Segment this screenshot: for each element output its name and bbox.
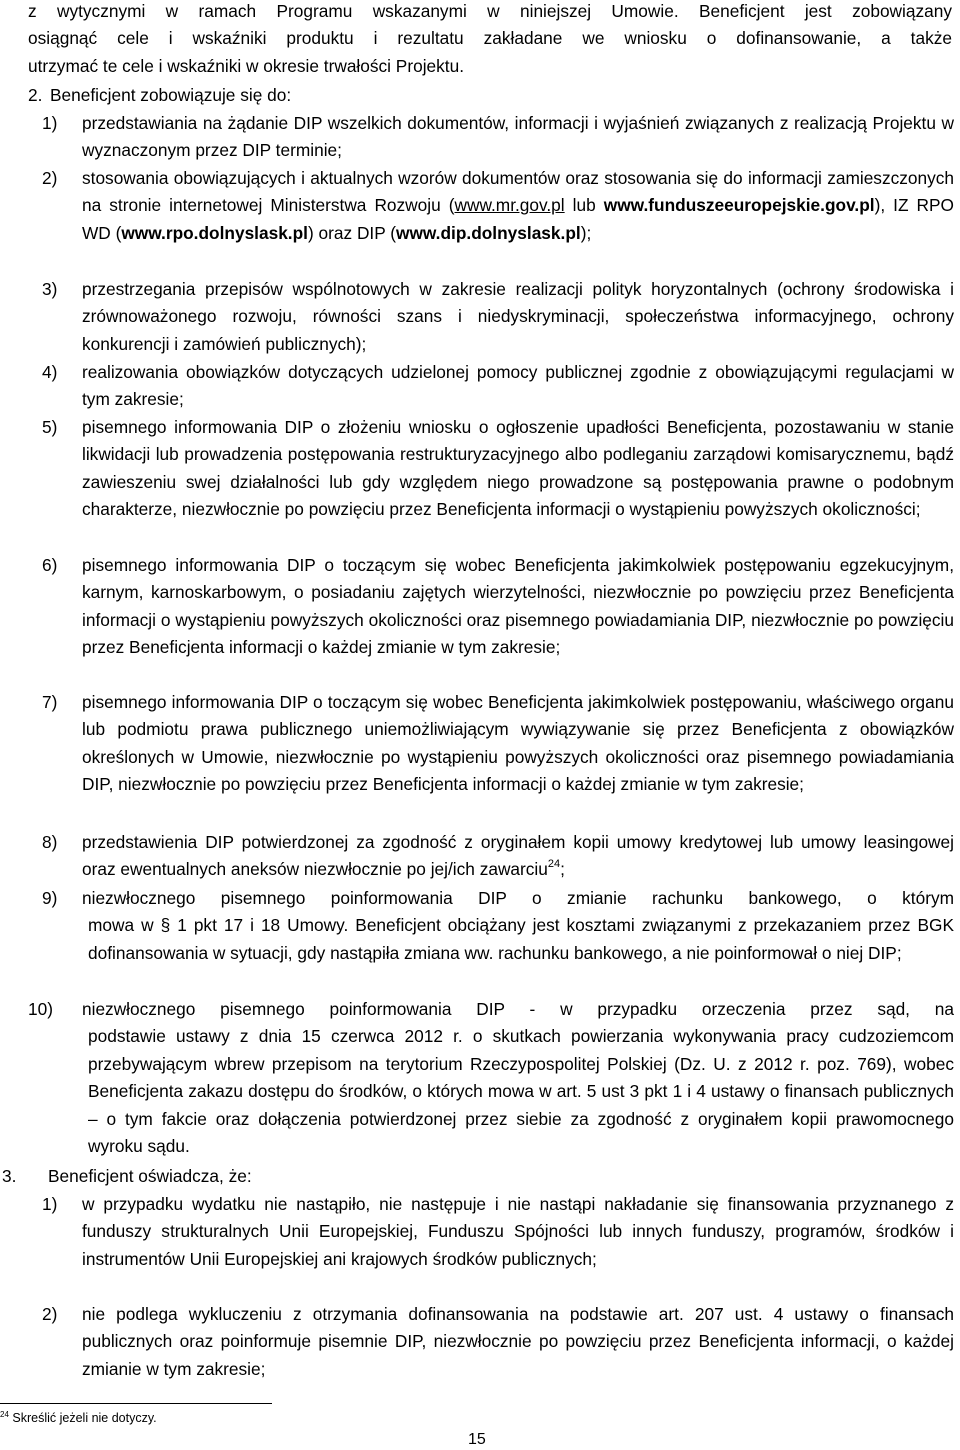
intro-line: utrzymać te cele i wskaźniki w okresie trwałości Projektu. [28,55,465,76]
item-text: przedstawiania na żądanie DIP wszelkich dokumentów, informacji i wyjaśnień związanych z realizacją Projektu w wyznaczonym przez DIP terminie; [82,113,954,161]
item-text-part: ) oraz DIP ( [307,222,396,243]
item-text-part: ; [560,859,565,880]
item-text [82,165,954,247]
item-text-part: ), IZ RPO WD ( [82,195,954,243]
footnote-separator [0,1403,272,1404]
item-number: 2) [42,1304,58,1324]
section-number: 3. [2,1166,17,1186]
item-text-part: lub [564,195,604,216]
item-text [82,829,954,884]
item-number: 7) [42,692,58,712]
item-text-first-line: niezwłocznego pisemnego poinformowania DIP - w przypadku orzeczenia przez sąd, na [82,999,954,1019]
link-rpo-dolnyslask[interactable]: www.rpo.dolnyslask.pl [121,222,308,243]
footnote-mark: 24 [0,1410,9,1419]
item-text-part: ); [580,222,592,243]
item-number: 3) [42,279,58,299]
item-number: 4) [42,362,58,382]
item-number: 5) [42,417,58,437]
link-mr-gov[interactable]: www.mr.gov.pl [454,195,565,216]
item-text: pisemnego informowania DIP o toczącym się wobec Beneficjenta jakimkolwiek postępowaniu, właściwego organu lub podmiotu prawa publicznego uniemożliwiającym wywiązywanie się przez Beneficjenta z obowiązków określonych w Umowie, niezwłocznie po wystąpieniu powyższych okoliczności oraz pisemnego powiadamiania DIP, niezwłocznie po powzięciu przez Beneficjenta informacji o każdej zmianie w tym zakresie; [82,692,954,795]
item-number: 1) [42,1194,58,1214]
item-text-part: stosowania obowiązujących i aktualnych wzorów dokumentów oraz stosowania się do informacji zamieszczonych na stronie internetowej Ministerstwa Rozwoju ( [82,168,954,216]
item-text: nie podlega wykluczeniu z otrzymania dofinansowania na podstawie art. 207 ust. 4 ustawy o finansach publicznych oraz poinformuje pisemnie DIP, niezwłocznie po powzięciu przez Beneficjenta informacji, o każdej zmianie w tym zakresie; [82,1304,954,1379]
intro-paragraph [28,0,952,80]
item-text-first-line: niezwłocznego pisemnego poinformowania DIP o zmianie rachunku bankowego, o którym [82,888,954,908]
item-text [82,885,954,967]
item-number: 10) [28,999,53,1019]
footnote [0,1410,157,1426]
item-text-continuation: podstawie ustawy z dnia 15 czerwca 2012 r. o skutkach powierzania wykonywania pracy cudzoziemcom przebywającym wbrew przepisom na terytorium Rzeczypospolitej Polskiej (Dz. U. z 2012 r. poz. 769), wobec Beneficjenta zakazu dostępu do środków, o których mowa w art. 5 ust 3 pkt 1 i 4 ustawy o finansach publicznych – o tym fakcie oraz dołączenia potwierdzonej przez siebie za zgodność z oryginałem kopii prawomocnego wyroku sądu. [88,1026,954,1157]
item-number: 6) [42,555,58,575]
item-number: 9) [42,888,58,908]
item-number: 8) [42,832,58,852]
footnote-reference[interactable]: 24 [547,858,561,871]
item-number: 2) [42,168,58,188]
intro-line: osiągnąć cele i wskaźniki produktu i rezultatu zakładane we wniosku o dofinansowanie, a także [28,28,952,49]
item-text: w przypadku wydatku nie nastąpiło, nie następuje i nie nastąpi nakładanie się finansowania przyznanego z funduszy strukturalnych Unii Europejskiej, Funduszu Spójności lub innych funduszy, programów, środków i instrumentów Unii Europejskiej ani krajowych środków publicznych; [82,1194,954,1269]
item-text-continuation: mowa w § 1 pkt 17 i 18 Umowy. Beneficjent obciążany jest kosztami związanymi z przekazaniem przez BGK dofinansowania w sytuacji, gdy nastąpiła zmiana ww. rachunku bankowego, a nie poinformował o niej DIP; [88,915,954,963]
page-number: 15 [468,1431,486,1448]
link-funduszeeuropejskie[interactable]: www.funduszeeuropejskie.gov.pl [603,195,875,216]
item-number: 1) [42,113,58,133]
item-text: przestrzegania przepisów wspólnotowych w zakresie realizacji polityk horyzontalnych (ochrony środowiska i zrównoważonego rozwoju, równości szans i niedyskryminacji, społeczeństwa informacyjnego, ochrony konkurencji i zamówień publicznych); [82,279,954,354]
section-number: 2. [28,85,43,105]
link-dip-dolnyslask[interactable]: www.dip.dolnyslask.pl [396,222,581,243]
item-text: pisemnego informowania DIP o złożeniu wniosku o ogłoszenie upadłości Beneficjenta, pozostawaniu w stanie likwidacji lub prowadzenia postępowania restrukturyzacyjnego albo podleganiu zarządowi komisarycznemu, bądź zawieszeniu swej działalności lub gdy względem niego prowadzone są postępowania prawne o podobnym charakterze, niezwłocznie po powzięciu przez Beneficjenta informacji o wystąpieniu powyższych okoliczności; [82,417,954,520]
item-text-part: przedstawienia DIP potwierdzonej za zgodność z oryginałem kopii umowy kredytowej lub umowy leasingowej oraz ewentualnych aneksów niezwłocznie po jej/ich zawarciu [82,832,954,880]
intro-line: z wytycznymi w ramach Programu wskazanymi w niniejszej Umowie. Beneficjent jest zobowiązany [28,1,952,21]
section-heading: Beneficjent oświadcza, że: [48,1166,252,1186]
item-text: pisemnego informowania DIP o toczącym się wobec Beneficjenta jakimkolwiek postępowaniu egzekucyjnym, karnym, karnoskarbowym, o posiadaniu zajętych wierzytelności, niezwłocznie po powzięciu przez Beneficjenta informacji o wystąpieniu powyższych okoliczności oraz pisemnego powiadamiania DIP, niezwłocznie po powzięciu przez Beneficjenta informacji o każdej zmianie w tym zakresie; [82,555,954,658]
footnote-text: Skreślić jeżeli nie dotyczy. [12,1411,157,1425]
section-heading: Beneficjent zobowiązuje się do: [50,85,292,105]
item-text: realizowania obowiązków dotyczących udzielonej pomocy publicznej zgodnie z obowiązującymi regulacjami w tym zakresie; [82,362,954,410]
item-text [82,996,954,1160]
